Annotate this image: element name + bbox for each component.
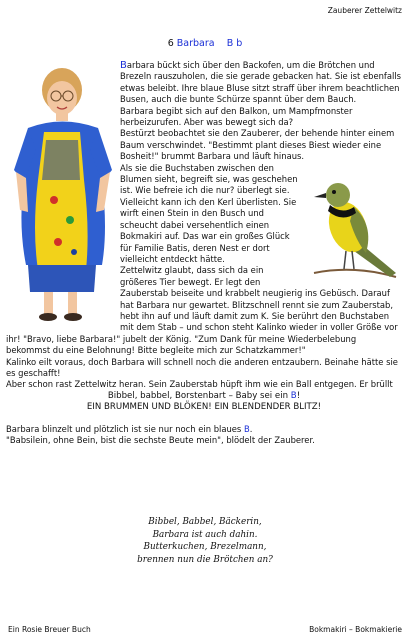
story-paragraph-2: Barbara begibt sich auf den Balkon, um Mampfmonster herbeizurufen. Aber was bewegt sich da? — [120, 105, 353, 128]
verse-line: Barbara ist auch dahin. — [152, 529, 258, 540]
spell-line-2: EIN BRUMMEN UND BLÖKEN! EIN BLENDENDER BLITZ! — [86, 402, 322, 413]
spell-line-1: Bibbel, babbel, Borstenbart – Baby sei ein B! — [107, 390, 301, 401]
chapter-number: 6 — [167, 38, 174, 49]
header-title: Zauberer Zettelwitz — [327, 6, 402, 15]
after-line-2: "Babsilein, ohne Bein, bist die sechste Beute mein", blödelt der Zauberer. — [6, 435, 315, 446]
drop-letter: B — [120, 60, 127, 71]
story-paragraph-4: Als sie die Buchstaben zwischen den Blumen sieht, begreift sie, was geschehen ist. Wie befreie ich die nur? überlegt sie. Vielleicht kann ich den Kerl überlisten. Sie wirft einen Stein in den Busch und scheucht dabei versehentlich einen Bokmakiri auf. Das war ein großes Glück für Familie Batis, deren Nest er dort vielleicht entdeckt hätte. — [120, 162, 298, 264]
chapter-title — [0, 38, 410, 49]
story-paragraph-3: Bestürzt beobachtet sie den Zauberer, der behende hinter einem Baum verschwindet. "Bestimmt plant dieses Biest wieder eine Bosheit!" brummt Barbara und läuft hinaus. — [120, 128, 395, 162]
verse — [0, 516, 410, 566]
after-line-1: Barbara blinzelt und plötzlich ist sie nur noch ein blaues B. — [6, 423, 253, 434]
story-paragraph-6: Kalinko eilt voraus, doch Barbara will schnell noch die anderen entzaubern. Beinahe hätte sie es geschafft! — [6, 356, 398, 378]
chapter-letters: B b — [226, 38, 243, 49]
story-text — [6, 60, 402, 447]
story-paragraph-1: Barbara bückt sich über den Backofen, um die Brötchen und Brezeln rauszuholen, die sie gerade gebacken hat. Sie ist ebenfalls etwas beleibt. Ihre blaue Bluse sitzt straff über ihrem beachtlichen Busen, auch die bunte Schürze spannt über dem Bauch. — [120, 60, 401, 105]
verse-line: brennen nun die Brötchen an? — [137, 554, 273, 565]
chapter-name: Barbara — [176, 38, 215, 49]
bokmakierie-bird-icon — [304, 165, 402, 285]
spell-block — [6, 391, 402, 414]
footer-right: Bokmakiri – Bokmakierie — [309, 625, 402, 634]
verse-line: Bibbel, Babbel, Bäckerin, — [148, 517, 262, 527]
verse-line: Butterkuchen, Brezelmann, — [143, 542, 267, 552]
baker-woman-icon — [6, 60, 116, 323]
story-paragraph-7: Aber schon rast Zettelwitz heran. Sein Zauberstab hüpft ihm wie ein Ball entgegen. Er brüllt — [6, 379, 393, 390]
footer-left: Ein Rosie Breuer Buch — [8, 625, 91, 634]
story-paragraph-5: Zettelwitz glaubt, dass sich da ein größeres Tier bewegt. Er legt den Zauberstab beiseite und krabbelt neugierig ins Gebüsch. Darauf hat Barbara nur gewartet. Blitzschnell rennt sie zum Zauberstab, hebt ihn auf und läuft damit zum K. Sie berührt den Buchstaben mit dem Stab – und schon steht Kalinko wieder in voller Größe vor ihr! "Bravo, liebe Barbara!" jubelt der König. "Zum Dank für meine Wiederbelebung bekommst du eine Belohnung! Bitte begleite mich zur Schatzkammer!" — [6, 265, 398, 356]
